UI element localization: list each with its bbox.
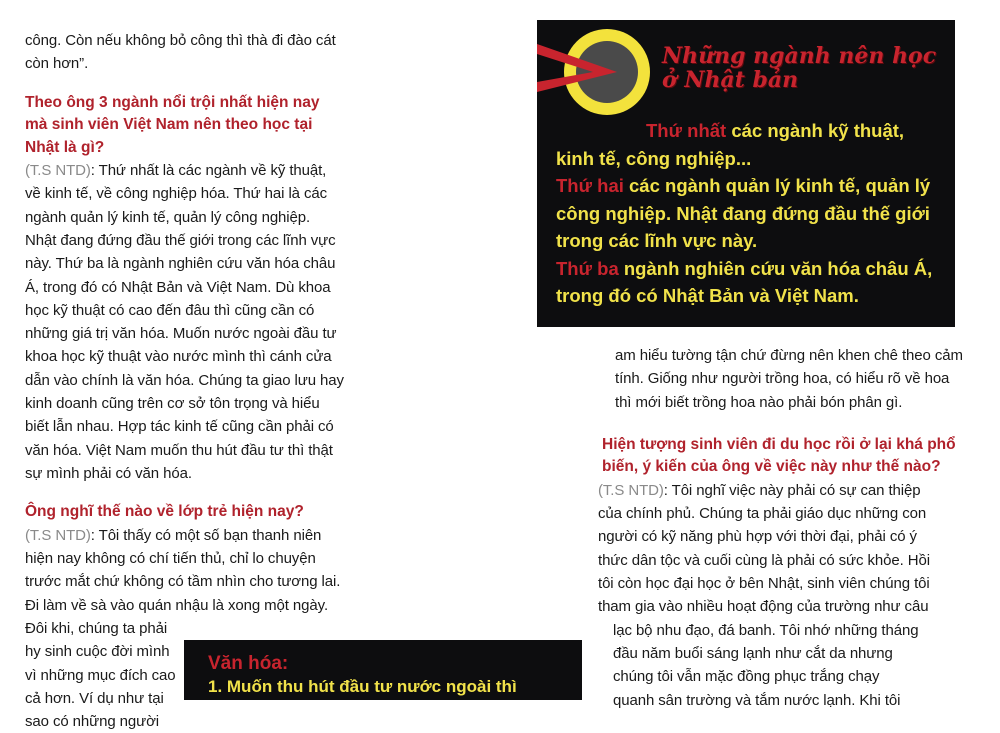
culture-box-line: 1. Muốn thu hút đầu tư nước ngoài thì bbox=[208, 677, 517, 696]
text-line: biết lẫn nhau. Hợp tác kinh tế cũng cần phải có bbox=[25, 418, 334, 436]
culture-box bbox=[184, 640, 582, 700]
question-line: Hiện tượng sinh viên đi du học rồi ở lại khá phổ bbox=[602, 435, 956, 453]
question-line: mà sinh viên Việt Nam nên theo học tại bbox=[25, 116, 313, 134]
text-line: hiện nay không có chí tiến thủ, chỉ lo chuyện bbox=[25, 550, 316, 568]
text-line: Nhật đang đứng đầu thế giới trong các lĩnh vực bbox=[25, 231, 336, 249]
answer-1 bbox=[25, 159, 345, 485]
callout-row-label: Thứ hai bbox=[556, 175, 624, 196]
answer-3-first-line: (T.S NTD): Tôi nghĩ việc này phải có sự can thiệp bbox=[598, 481, 921, 499]
callout-row-text: ngành nghiên cứu văn hóa châu Á, bbox=[618, 257, 933, 279]
callout-row bbox=[556, 200, 952, 228]
question-line: Nhật là gì? bbox=[25, 138, 105, 156]
callout-row-text: các ngành quản lý kinh tế, quản lý bbox=[623, 175, 931, 196]
speaker-tag: (T.S NTD) bbox=[598, 481, 664, 499]
callout-row-text: kinh tế, công nghiệp... bbox=[556, 147, 752, 169]
callout-title: Những ngành nên học ở Nhật bản bbox=[662, 43, 937, 93]
text-line: am hiểu tường tận chứ đừng nên khen chê theo cảm bbox=[615, 347, 963, 364]
text-line: văn hóa. Việt Nam muốn thu hút đầu tư thì thật bbox=[25, 441, 333, 459]
callout-row bbox=[556, 255, 952, 283]
callout-row bbox=[556, 145, 952, 173]
right-column bbox=[560, 344, 980, 712]
question-line: biến, ý kiến của ông về việc này như thế nào? bbox=[602, 458, 941, 476]
callout-row-label: Thứ ba bbox=[556, 257, 619, 279]
callout-row bbox=[556, 172, 952, 200]
intro-paragraph bbox=[25, 29, 345, 76]
text-line: cả hơn. Ví dụ như tại bbox=[25, 689, 164, 707]
callout-row-label: Thứ nhất bbox=[646, 120, 727, 141]
answer-2-first-line: (T.S NTD): Tôi thấy có một số bạn thanh niên bbox=[25, 526, 322, 544]
left-column bbox=[25, 29, 345, 733]
speaker-tag: (T.S NTD) bbox=[25, 526, 91, 544]
callout-row bbox=[556, 117, 952, 145]
callout-box bbox=[537, 20, 955, 327]
speaker-tag: (T.S NTD) bbox=[25, 162, 91, 180]
text-line: thức dân tộc và cuối cùng là phải có sức khỏe. Hồi bbox=[598, 551, 930, 569]
text-line: thì mới biết trồng hoa nào phải bón phân gì. bbox=[615, 393, 903, 411]
text-line: khoa học kỹ thuật vào nước mình thì cánh cửa bbox=[25, 348, 332, 366]
answer-3 bbox=[560, 479, 980, 712]
text-line: sao có những người bbox=[25, 713, 160, 731]
text-line: đầu năm buổi sáng lạnh như cắt da nhưng bbox=[613, 644, 893, 662]
answer-2 bbox=[25, 524, 345, 733]
callout-row bbox=[556, 282, 952, 310]
text-line: này. Thứ ba là ngành nghiên cứu văn hóa châu bbox=[25, 255, 336, 273]
question-3 bbox=[560, 434, 980, 479]
callout-row bbox=[556, 227, 952, 255]
question-line: Ông nghĩ thế nào về lớp trẻ hiện nay? bbox=[25, 503, 304, 521]
callout-row-text: công nghiệp. Nhật đang đứng đầu thế giới bbox=[556, 202, 930, 224]
text-line: lạc bộ nhu đạo, đá banh. Tôi nhớ những tháng bbox=[613, 621, 919, 639]
text-line: tham gia vào nhiều hoạt động của trường như câu bbox=[598, 598, 929, 616]
text-line: công. Còn nếu không bỏ công thì thà đi đào cát bbox=[25, 32, 336, 49]
text-line: của chính phủ. Chúng ta phải giáo dục những con bbox=[598, 505, 927, 523]
culture-box-title: Văn hóa: bbox=[208, 653, 289, 674]
answer-1-first-line: (T.S NTD): Thứ nhất là các ngành về kỹ thuật, bbox=[25, 162, 327, 180]
text-line: Á, trong đó có Nhật Bản và Việt Nam. Dù khoa bbox=[25, 278, 331, 296]
text-line: người có kỹ năng phù hợp với thời đại, phải có ý bbox=[598, 528, 917, 546]
question-1 bbox=[25, 92, 345, 160]
text-line: về kinh tế, về công nghiệp hóa. Thứ hai là các bbox=[25, 185, 328, 203]
callout-row-text: các ngành kỹ thuật, bbox=[726, 120, 905, 141]
text-line: chúng tôi vẫn mặc đồng phục trắng chạy bbox=[613, 668, 880, 686]
text-line: học kỹ thuật có cao đến đâu thì cũng cần có bbox=[25, 301, 315, 319]
text-line: ngành quản lý kinh tế, quản lý công nghiệp. bbox=[25, 208, 311, 226]
callout-row-text: trong đó có Nhật Bản và Việt Nam. bbox=[556, 285, 859, 306]
text-line: Đôi khi, chúng ta phải bbox=[25, 619, 168, 637]
text-line: sự mình phải có văn hóa. bbox=[25, 464, 192, 482]
continuation-paragraph bbox=[560, 344, 980, 414]
text-line: tôi còn học đại học ở bên Nhật, sinh viên chúng tôi bbox=[598, 575, 930, 593]
question-line: Theo ông 3 ngành nổi trội nhất hiện nay bbox=[25, 93, 320, 111]
text-line: dẫn vào chính là văn hóa. Chúng ta giao lưu hay bbox=[25, 371, 344, 389]
circle-arrow-emblem-icon bbox=[537, 20, 677, 120]
text-line: vì những mục đích cao bbox=[25, 666, 176, 684]
text-line: những giá trị văn hóa. Muốn nước ngoài đầu tư bbox=[25, 325, 337, 343]
text-line: trước mắt chứ không có tầm nhìn cho tương lai. bbox=[25, 573, 341, 591]
text-line: còn hơn”. bbox=[25, 55, 89, 73]
text-line: tính. Giống như người trồng hoa, có hiểu rõ về hoa bbox=[615, 370, 950, 388]
callout-row-text: trong các lĩnh vực này. bbox=[556, 230, 758, 251]
text-line: quanh sân trường và tắm nước lạnh. Khi tôi bbox=[613, 691, 901, 709]
text-line: Đi làm về sà vào quán nhậu là xong một ngày. bbox=[25, 596, 329, 614]
callout-body bbox=[556, 117, 952, 310]
question-2 bbox=[25, 501, 345, 524]
text-line: kinh doanh cũng trên cơ sở tôn trọng và hiểu bbox=[25, 395, 320, 413]
text-line: hy sinh cuộc đời mình bbox=[25, 643, 170, 661]
